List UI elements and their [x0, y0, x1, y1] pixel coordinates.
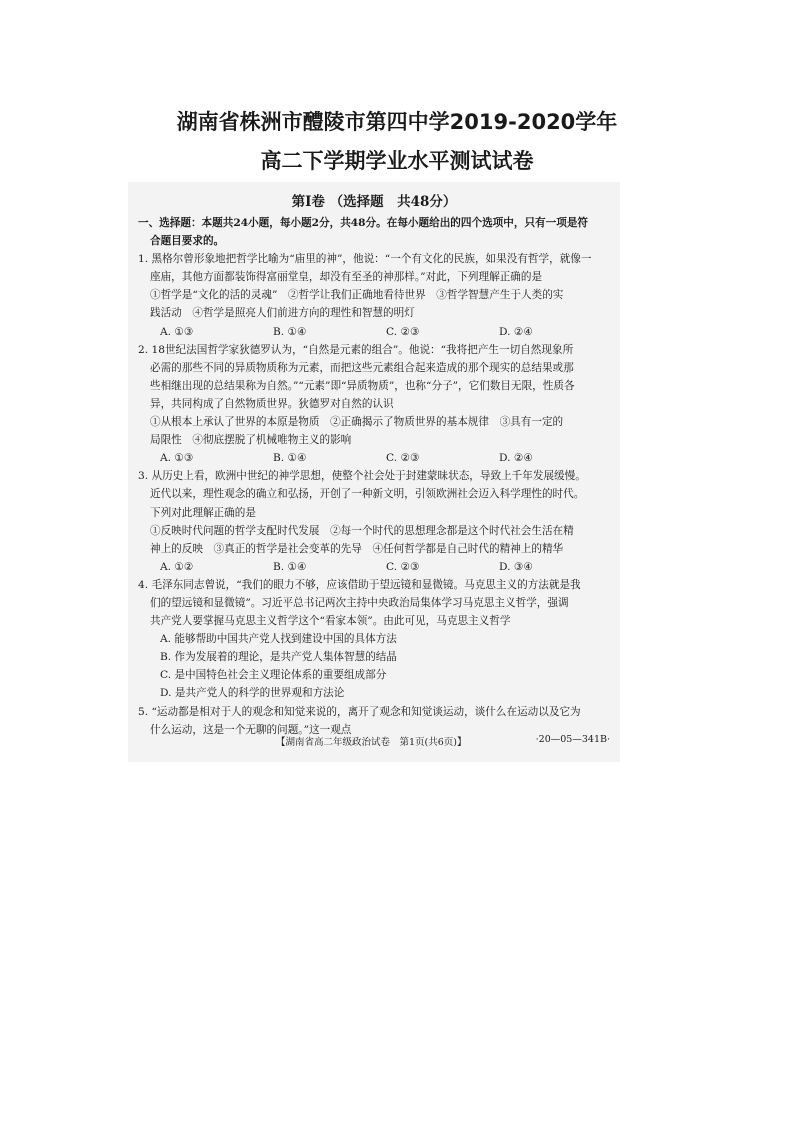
- option-b: B. ①④: [273, 452, 307, 465]
- instructions-line: 一、选择题：本题共24小题，每小题2分，共48分。在每小题给出的四个选项中，只有一项是符: [138, 217, 589, 229]
- question-2-line: 局限性 ④彻底摆脱了机械唯物主义的影响: [150, 434, 352, 447]
- footer-code: ·20—05—341B·: [535, 734, 610, 745]
- option-a: A. ①②: [160, 560, 194, 573]
- option-d: D. 是共产党人的科学的世界观和方法论: [160, 687, 345, 700]
- question-5-line: 什么运动，这是一个无聊的问题。”这一观点: [150, 723, 352, 736]
- option-a: A. ①③: [160, 452, 194, 465]
- option-d: D. ②④: [499, 452, 533, 465]
- option-c: C. ②③: [386, 452, 420, 465]
- question-3-line: 3. 从历史上看，欧洲中世纪的神学思想，使整个社会处于封建蒙昧状态，导致上千年发展缓慢。: [138, 470, 586, 483]
- question-2-options: [138, 449, 612, 467]
- option-d: D. ②④: [499, 325, 533, 338]
- option-b: B. ①④: [273, 325, 307, 338]
- question-4-line: 共产党人要掌握马克思主义哲学这个“看家本领”。由此可见，马克思主义哲学: [150, 615, 511, 628]
- option-d: D. ③④: [499, 560, 533, 573]
- question-4-line: 们的望远镜和显微镜”。习近平总书记两次主持中央政治局集体学习马克思主义哲学，强调: [150, 596, 569, 609]
- doc-title-line1: 湖南省株洲市醴陵市第四中学2019-2020学年: [176, 110, 618, 134]
- page-footer: [128, 734, 620, 754]
- question-3-line: 神上的反映 ③真正的哲学是社会变革的先导 ④任何哲学都是自己时代的精神上的精华: [150, 542, 564, 555]
- question-1-line: 1. 黑格尔曾形象地把哲学比喻为“庙里的神”，他说：“一个有文化的民族，如果没有哲学，就像一: [138, 253, 592, 266]
- question-3-line: ①反映时代问题的哲学支配时代发展 ②每一个时代的思想理念都是这个时代社会生活在精: [150, 524, 574, 537]
- option-c: C. ②③: [386, 560, 420, 573]
- doc-title-line2: 高二下学期学业水平测试试卷: [260, 149, 534, 173]
- question-1-line: 践活动 ④哲学是照亮人们前进方向的理性和智慧的明灯: [150, 307, 415, 320]
- question-2-line: 些相继出现的总结果称为自然。”“元素”即“异质物质”，也称“分子”，它们数目无限，性质各: [150, 379, 575, 392]
- question-2-line: ①从根本上承认了世界的本原是物质 ②正确揭示了物质世界的基本规律 ③具有一定的: [150, 416, 564, 429]
- question-4-line: 4. 毛泽东同志曾说，“我们的眼力不够，应该借助于望远镜和显微镜。马克思主义的方法就是我: [138, 578, 581, 591]
- question-1-line: 座庙，其他方面都装饰得富丽堂皇，却没有至圣的神那样。”对此，下列理解正确的是: [150, 271, 543, 284]
- question-2-line: 必需的那些不同的异质物质称为元素，而把这些元素组合起来造成的那个现实的总结果或那: [150, 361, 574, 374]
- question-3-line: 下列对此理解正确的是: [150, 506, 256, 519]
- question-3-line: 近代以来，理性观念的确立和弘扬，开创了一种新文明，引领欧洲社会迈入科学理性的时代。: [150, 488, 585, 501]
- option-a: A. ①③: [160, 325, 194, 338]
- question-2-line: 2. 18世纪法国哲学家狄德罗认为，“自然是元素的组合”。他说：“我将把产生一切自然现象所: [138, 343, 574, 356]
- footer-label: 【湖南省高二年级政治试卷 第1页(共6页)】: [276, 737, 467, 748]
- instructions-line: 合题目要求的。: [150, 235, 225, 248]
- option-c: C. ②③: [386, 325, 420, 338]
- option-a: A. 能够帮助中国共产党人找到建设中国的具体方法: [160, 633, 397, 646]
- option-c: C. 是中国特色社会主义理论体系的重要组成部分: [160, 669, 387, 682]
- option-b: B. 作为发展着的理论，是共产党人集体智慧的结晶: [160, 651, 397, 664]
- question-2-line: 异，共同构成了自然物质世界。狄德罗对自然的认识: [150, 397, 394, 410]
- section-title: 第Ⅰ卷 （选择题 共48分）: [291, 194, 457, 210]
- scanned-page: [128, 182, 620, 762]
- question-3-options: [138, 558, 612, 576]
- question-1-line: ①哲学是“文化的活的灵魂” ②哲学让我们正确地看待世界 ③哲学智慧产生于人类的实: [150, 289, 564, 302]
- question-1-options: [138, 323, 612, 341]
- option-b: B. ①④: [273, 560, 307, 573]
- question-5-line: 5. “运动都是相对于人的观念和知觉来说的，离开了观念和知觉谈运动，谈什么在运动以及它为: [138, 705, 581, 718]
- question-content: [138, 214, 612, 739]
